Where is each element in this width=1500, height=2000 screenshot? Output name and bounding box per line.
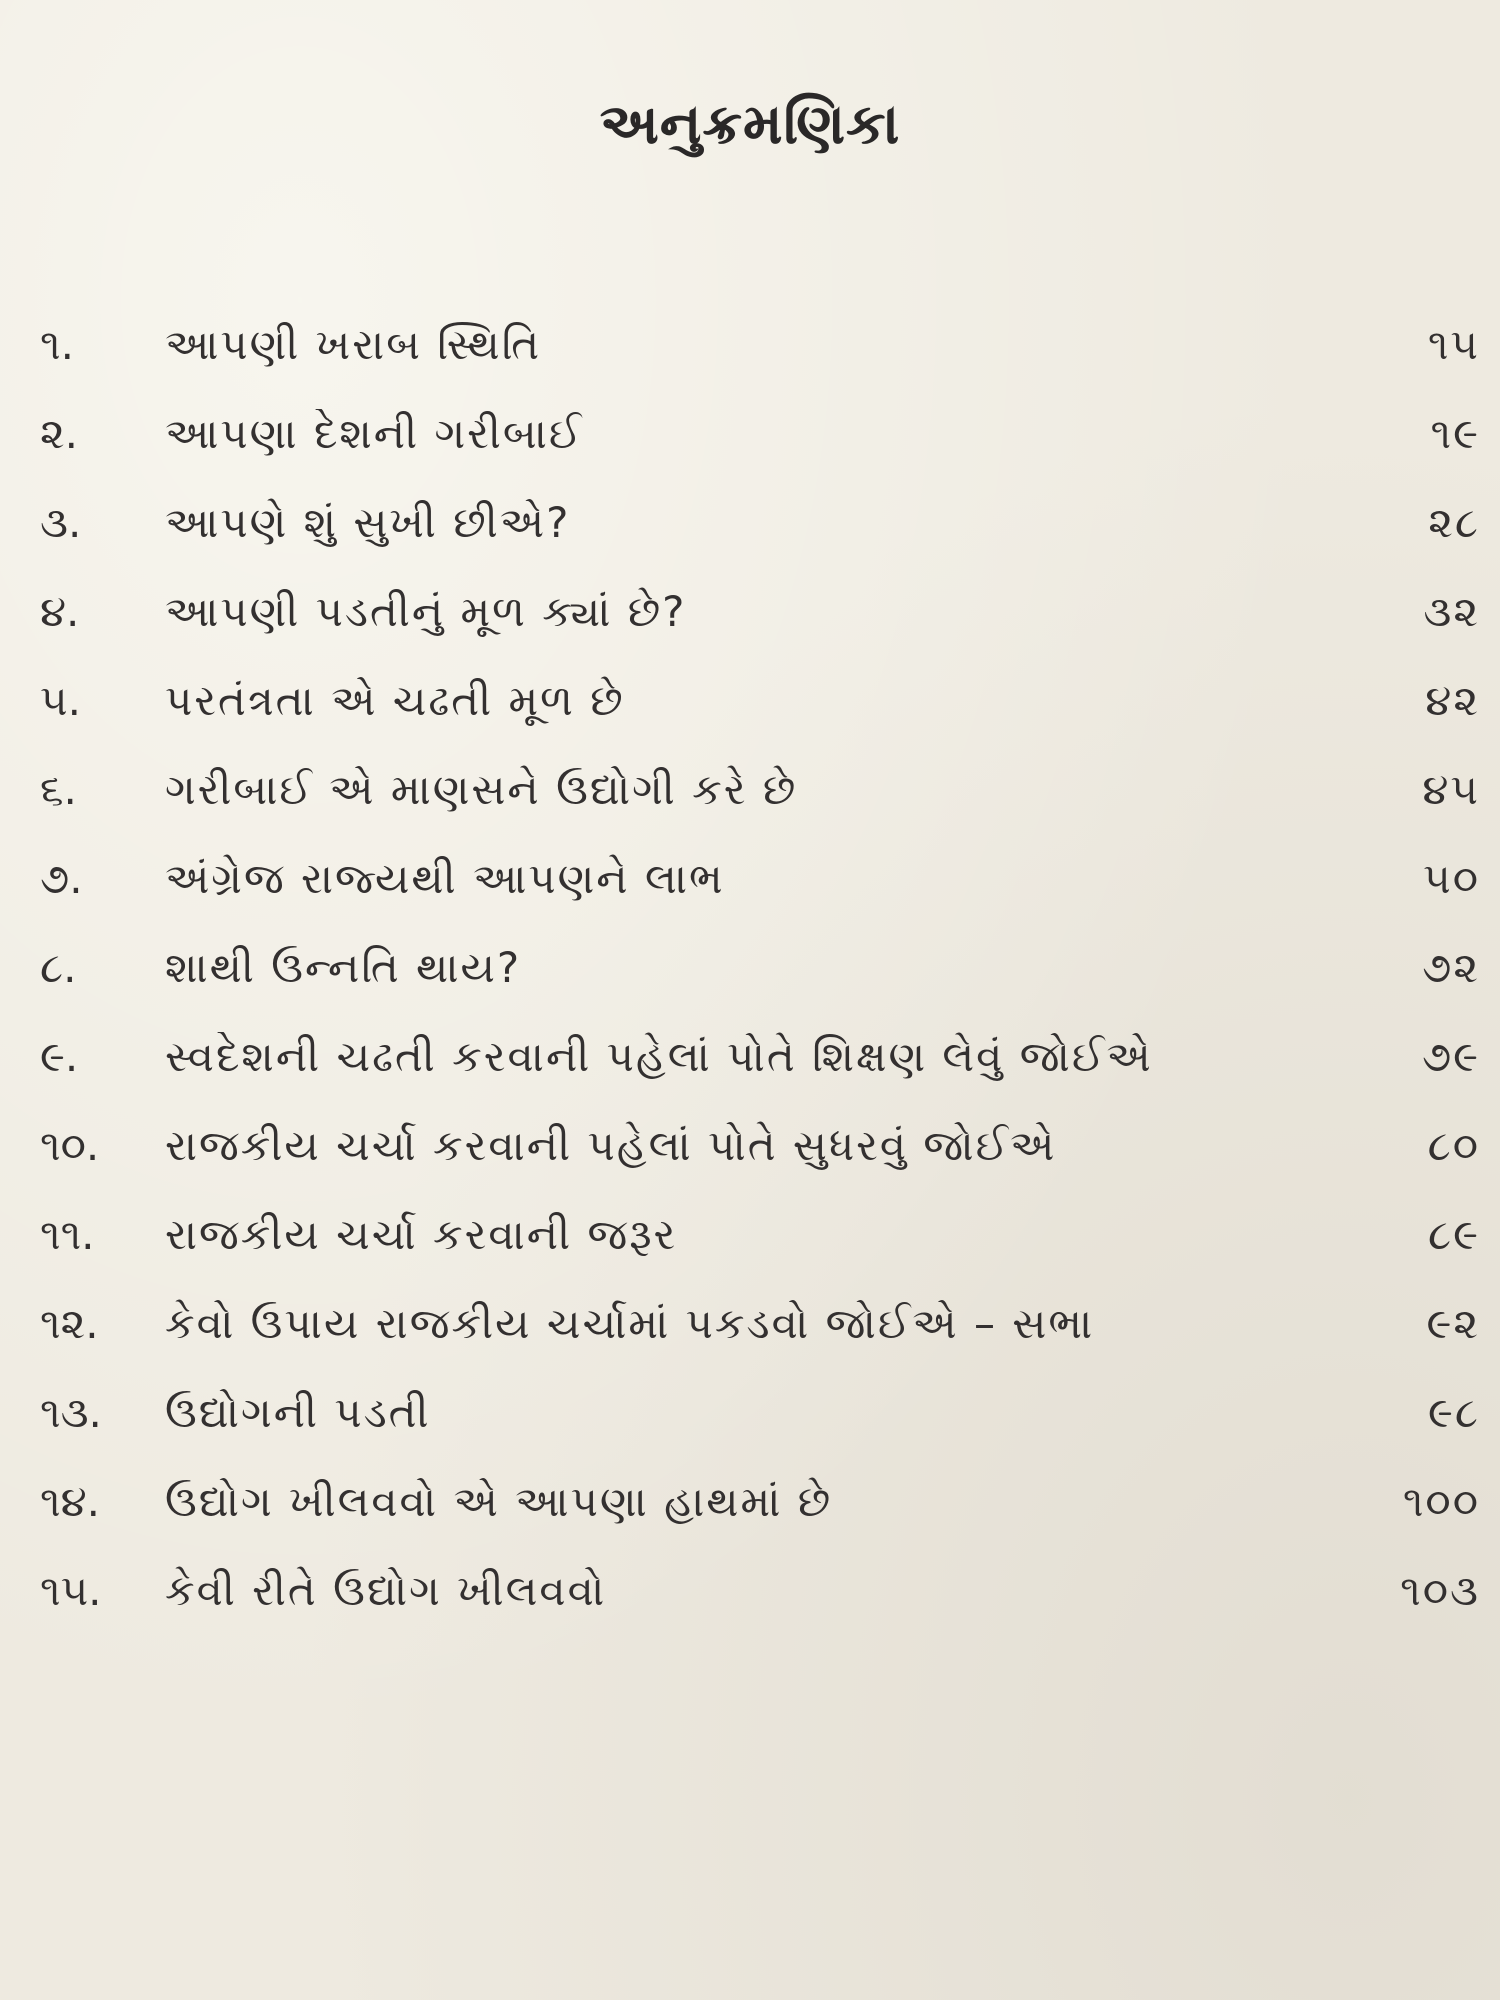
toc-entry-page: ૨૮	[1428, 497, 1480, 547]
toc-entry	[40, 389, 1480, 478]
toc-entry-number: ૧૫.	[40, 1565, 102, 1615]
toc-entry-page: ૭૯	[1421, 1031, 1480, 1081]
toc-entry-page: ૫૦	[1423, 853, 1480, 903]
toc-entry-page: ૩૨	[1423, 586, 1480, 636]
toc-entry-title: ઉદ્યોગની પડતી	[165, 1387, 431, 1437]
toc-entry-number: ૯.	[40, 1031, 79, 1081]
toc-entry-page: ૮૦	[1427, 1120, 1480, 1170]
toc-entry-title: રાજકીય ચર્ચા કરવાની જરૂર	[165, 1209, 678, 1259]
toc-entry-page: ૯૨	[1426, 1298, 1480, 1348]
toc-entry	[40, 1368, 1480, 1457]
toc-entry-page: ૧૫	[1427, 319, 1480, 369]
toc-entry-number: ૧૪.	[40, 1476, 100, 1526]
toc-entry-title: ગરીબાઈ એ માણસને ઉદ્યોગી કરે છે	[165, 764, 798, 814]
toc-entry	[40, 656, 1480, 745]
toc-entry-title: અંગ્રેજ રાજ્યથી આપણને લાભ	[165, 853, 725, 903]
toc-entry-title: ઉદ્યોગ ખીલવવો એ આપણા હાથમાં છે	[165, 1476, 833, 1526]
toc-entry	[40, 1101, 1480, 1190]
toc-entry-page: ૧૯	[1430, 408, 1480, 458]
toc-entry	[40, 923, 1480, 1012]
toc-entry	[40, 478, 1480, 567]
toc-entry	[40, 1012, 1480, 1101]
toc-entry-number: ૧૩.	[40, 1387, 102, 1437]
toc-entry-page: ૮૯	[1428, 1209, 1480, 1259]
toc-entry-number: ૪.	[40, 586, 80, 636]
toc-entry-number: ૨.	[40, 408, 79, 458]
toc-entry-number: ૭.	[40, 853, 83, 903]
toc-entry-title: શાથી ઉન્નતિ થાય?	[165, 942, 522, 992]
toc-entry-title: કેવો ઉપાય રાજકીય ચર્ચામાં પકડવો જોઈએ – સભા	[165, 1298, 1095, 1348]
toc-entry-title: રાજકીય ચર્ચા કરવાની પહેલાં પોતે સુધરવું જોઈએ	[165, 1120, 1057, 1170]
toc-entry-number: ૧.	[40, 319, 74, 369]
toc-entry-title: પરતંત્રતા એ ચઢતી મૂળ છે	[165, 675, 625, 725]
toc-entry-number: ૧૨.	[40, 1298, 99, 1348]
toc-entry	[40, 300, 1480, 389]
toc-entry-page: ૭૨	[1422, 942, 1480, 992]
toc-entry-number: ૬.	[40, 764, 77, 814]
toc-entry-number: ૮.	[40, 942, 77, 992]
toc-entry	[40, 1546, 1480, 1635]
toc-entry-number: ૩.	[40, 497, 82, 547]
toc-entry-title: આપણા દેશની ગરીબાઈ	[165, 408, 584, 458]
toc-entry-title: કેવી રીતે ઉદ્યોગ ખીલવવો	[165, 1565, 607, 1615]
toc-entry	[40, 567, 1480, 656]
toc-entry-title: આપણી પડતીનું મૂળ ક્યાં છે?	[165, 586, 687, 636]
toc-entry	[40, 745, 1480, 834]
page-title: અનુક્રમણિકા	[599, 92, 901, 157]
toc-entry-page: ૪૨	[1425, 675, 1480, 725]
toc-entry	[40, 1279, 1480, 1368]
toc-entry-title: સ્વદેશની ચઢતી કરવાની પહેલાં પોતે શિક્ષણ લેવું જોઈએ	[165, 1031, 1153, 1081]
toc-entry-page: ૪૫	[1422, 764, 1480, 814]
toc-entry-number: ૧૧.	[40, 1209, 95, 1259]
toc-entry	[40, 834, 1480, 923]
toc-entry-number: ૫.	[40, 675, 81, 725]
toc-entry-page: ૯૮	[1428, 1387, 1480, 1437]
toc-entry-page: ૧૦૦	[1402, 1476, 1480, 1526]
toc-entry-page: ૧૦૩	[1400, 1565, 1480, 1615]
toc-entry	[40, 1457, 1480, 1546]
toc-entry-title: આપણી ખરાબ સ્થિતિ	[165, 319, 542, 369]
toc-entry-number: ૧૦.	[40, 1120, 100, 1170]
toc-entry	[40, 1190, 1480, 1279]
table-of-contents	[40, 300, 1480, 1635]
toc-entry-title: આપણે શું સુખી છીએ?	[165, 497, 571, 547]
